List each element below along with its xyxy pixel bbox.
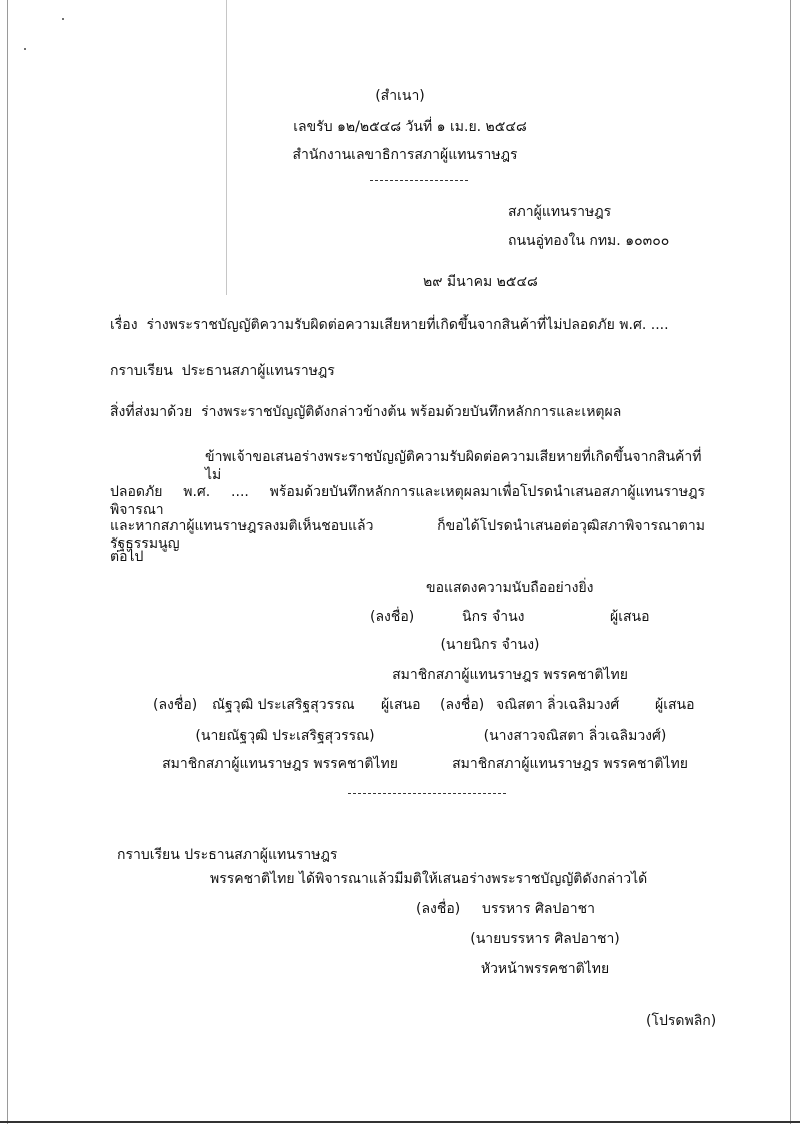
scan-border-bottom [0, 1121, 800, 1123]
endorsement-position: หัวหน้าพรรคชาติไทย [480, 961, 610, 977]
left-sign-label: (ลงชื่อ) [153, 697, 198, 713]
right-position: สมาชิกสภาผู้แทนราษฎร พรรคชาติไทย [452, 756, 688, 772]
header-divider [370, 180, 468, 181]
copy-mark: (สำเนา) [375, 88, 425, 104]
subject-label: เรื่อง [110, 317, 138, 333]
endorsement-text: พรรคชาติไทย ได้พิจารณาแล้วมีมติให้เสนอร่างพระราชบัญญัติดังกล่าวได้ [210, 871, 648, 887]
main-full-name: (นายนิกร จำนง) [440, 637, 540, 653]
scan-speck [24, 48, 26, 50]
right-role: ผู้เสนอ [655, 697, 695, 713]
subject [110, 316, 669, 334]
salutation-text: ประธานสภาผู้แทนราษฎร [181, 363, 335, 379]
receiving-office: สำนักงานเลขาธิการสภาผู้แทนราษฎร [292, 147, 518, 163]
signature-divider [348, 793, 506, 794]
left-role: ผู้เสนอ [381, 697, 421, 713]
scan-speck [62, 18, 64, 20]
subject-text: ร่างพระราชบัญญัติความรับผิดต่อความเสียหายที่เกิดขึ้นจากสินค้าที่ไม่ปลอดภัย พ.ศ. .... [146, 317, 669, 333]
enclosure-label: สิ่งที่ส่งมาด้วย [110, 404, 193, 420]
body-line-1: ข้าพเจ้าขอเสนอร่างพระราชบัญญัติความรับผิดต่อความเสียหายที่เกิดขึ้นจากสินค้าที่ไม่ [205, 449, 702, 483]
right-full-name: (นางสาวจณิสตา ลิ่วเฉลิมวงศ์) [483, 728, 667, 744]
endorsement-signed-name: บรรหาร ศิลปอาชา [482, 901, 595, 917]
enclosure-text: ร่างพระราชบัญญัติดังกล่าวข้างต้น พร้อมด้วยบันทึกหลักการและเหตุผล [201, 404, 622, 420]
main-position: สมาชิกสภาผู้แทนราษฎร พรรคชาติไทย [392, 667, 628, 683]
turn-page-note: (โปรดพลิก) [646, 1013, 717, 1029]
scan-border-right [790, 0, 791, 1124]
left-position: สมาชิกสภาผู้แทนราษฎร พรรคชาติไทย [162, 756, 398, 772]
letter-date: ๒๙ มีนาคม ๒๕๔๘ [423, 274, 538, 290]
endorsement-full-name: (นายบรรหาร ศิลปอาชา) [470, 931, 620, 947]
left-full-name: (นายณัฐวุฒิ ประเสริฐสุวรรณ) [195, 728, 375, 744]
main-sign-label: (ลงชื่อ) [370, 609, 415, 625]
scan-border-left [7, 0, 8, 1124]
body-line-4: ต่อไป [110, 549, 144, 565]
left-signed-name: ณัฐวุฒิ ประเสริฐสุวรรณ [212, 697, 355, 713]
right-sign-label: (ลงชื่อ) [440, 697, 485, 713]
salutation [110, 362, 335, 380]
main-role: ผู้เสนอ [610, 609, 650, 625]
closing: ขอแสดงความนับถืออย่างยิ่ง [426, 580, 594, 596]
salutation-label: กราบเรียน [110, 363, 173, 379]
right-signed-name: จณิสตา ลิ่วเฉลิมวงศ์ [496, 697, 620, 713]
receipt-number: เลขรับ ๑๒/๒๕๔๘ วันที่ ๑ เม.ย. ๒๕๔๘ [293, 119, 527, 135]
endorsement-sign-label: (ลงชื่อ) [416, 901, 461, 917]
body-line-3: และหากสภาผู้แทนราษฎรลงมติเห็นชอบแล้ว ก็ขอได้โปรดนำเสนอต่อวุฒิสภาพิจารณาตามรัฐธรรมนูญ [110, 518, 705, 552]
main-signed-name: นิกร จำนง [462, 609, 525, 625]
address-line-2: ถนนอู่ทองใน กทม. ๑๐๓๐๐ [508, 233, 670, 249]
enclosure [110, 403, 621, 421]
endorsement-salutation: กราบเรียน ประธานสภาผู้แทนราษฎร [117, 847, 338, 863]
body-line-2: ปลอดภัย พ.ศ. .... พร้อมด้วยบันทึกหลักการและเหตุผลมาเพื่อโปรดนำเสนอสภาผู้แทนราษฎรพิจารณา [110, 484, 705, 518]
address-line-1: สภาผู้แทนราษฎร [508, 204, 612, 220]
fold-line [226, 0, 227, 295]
